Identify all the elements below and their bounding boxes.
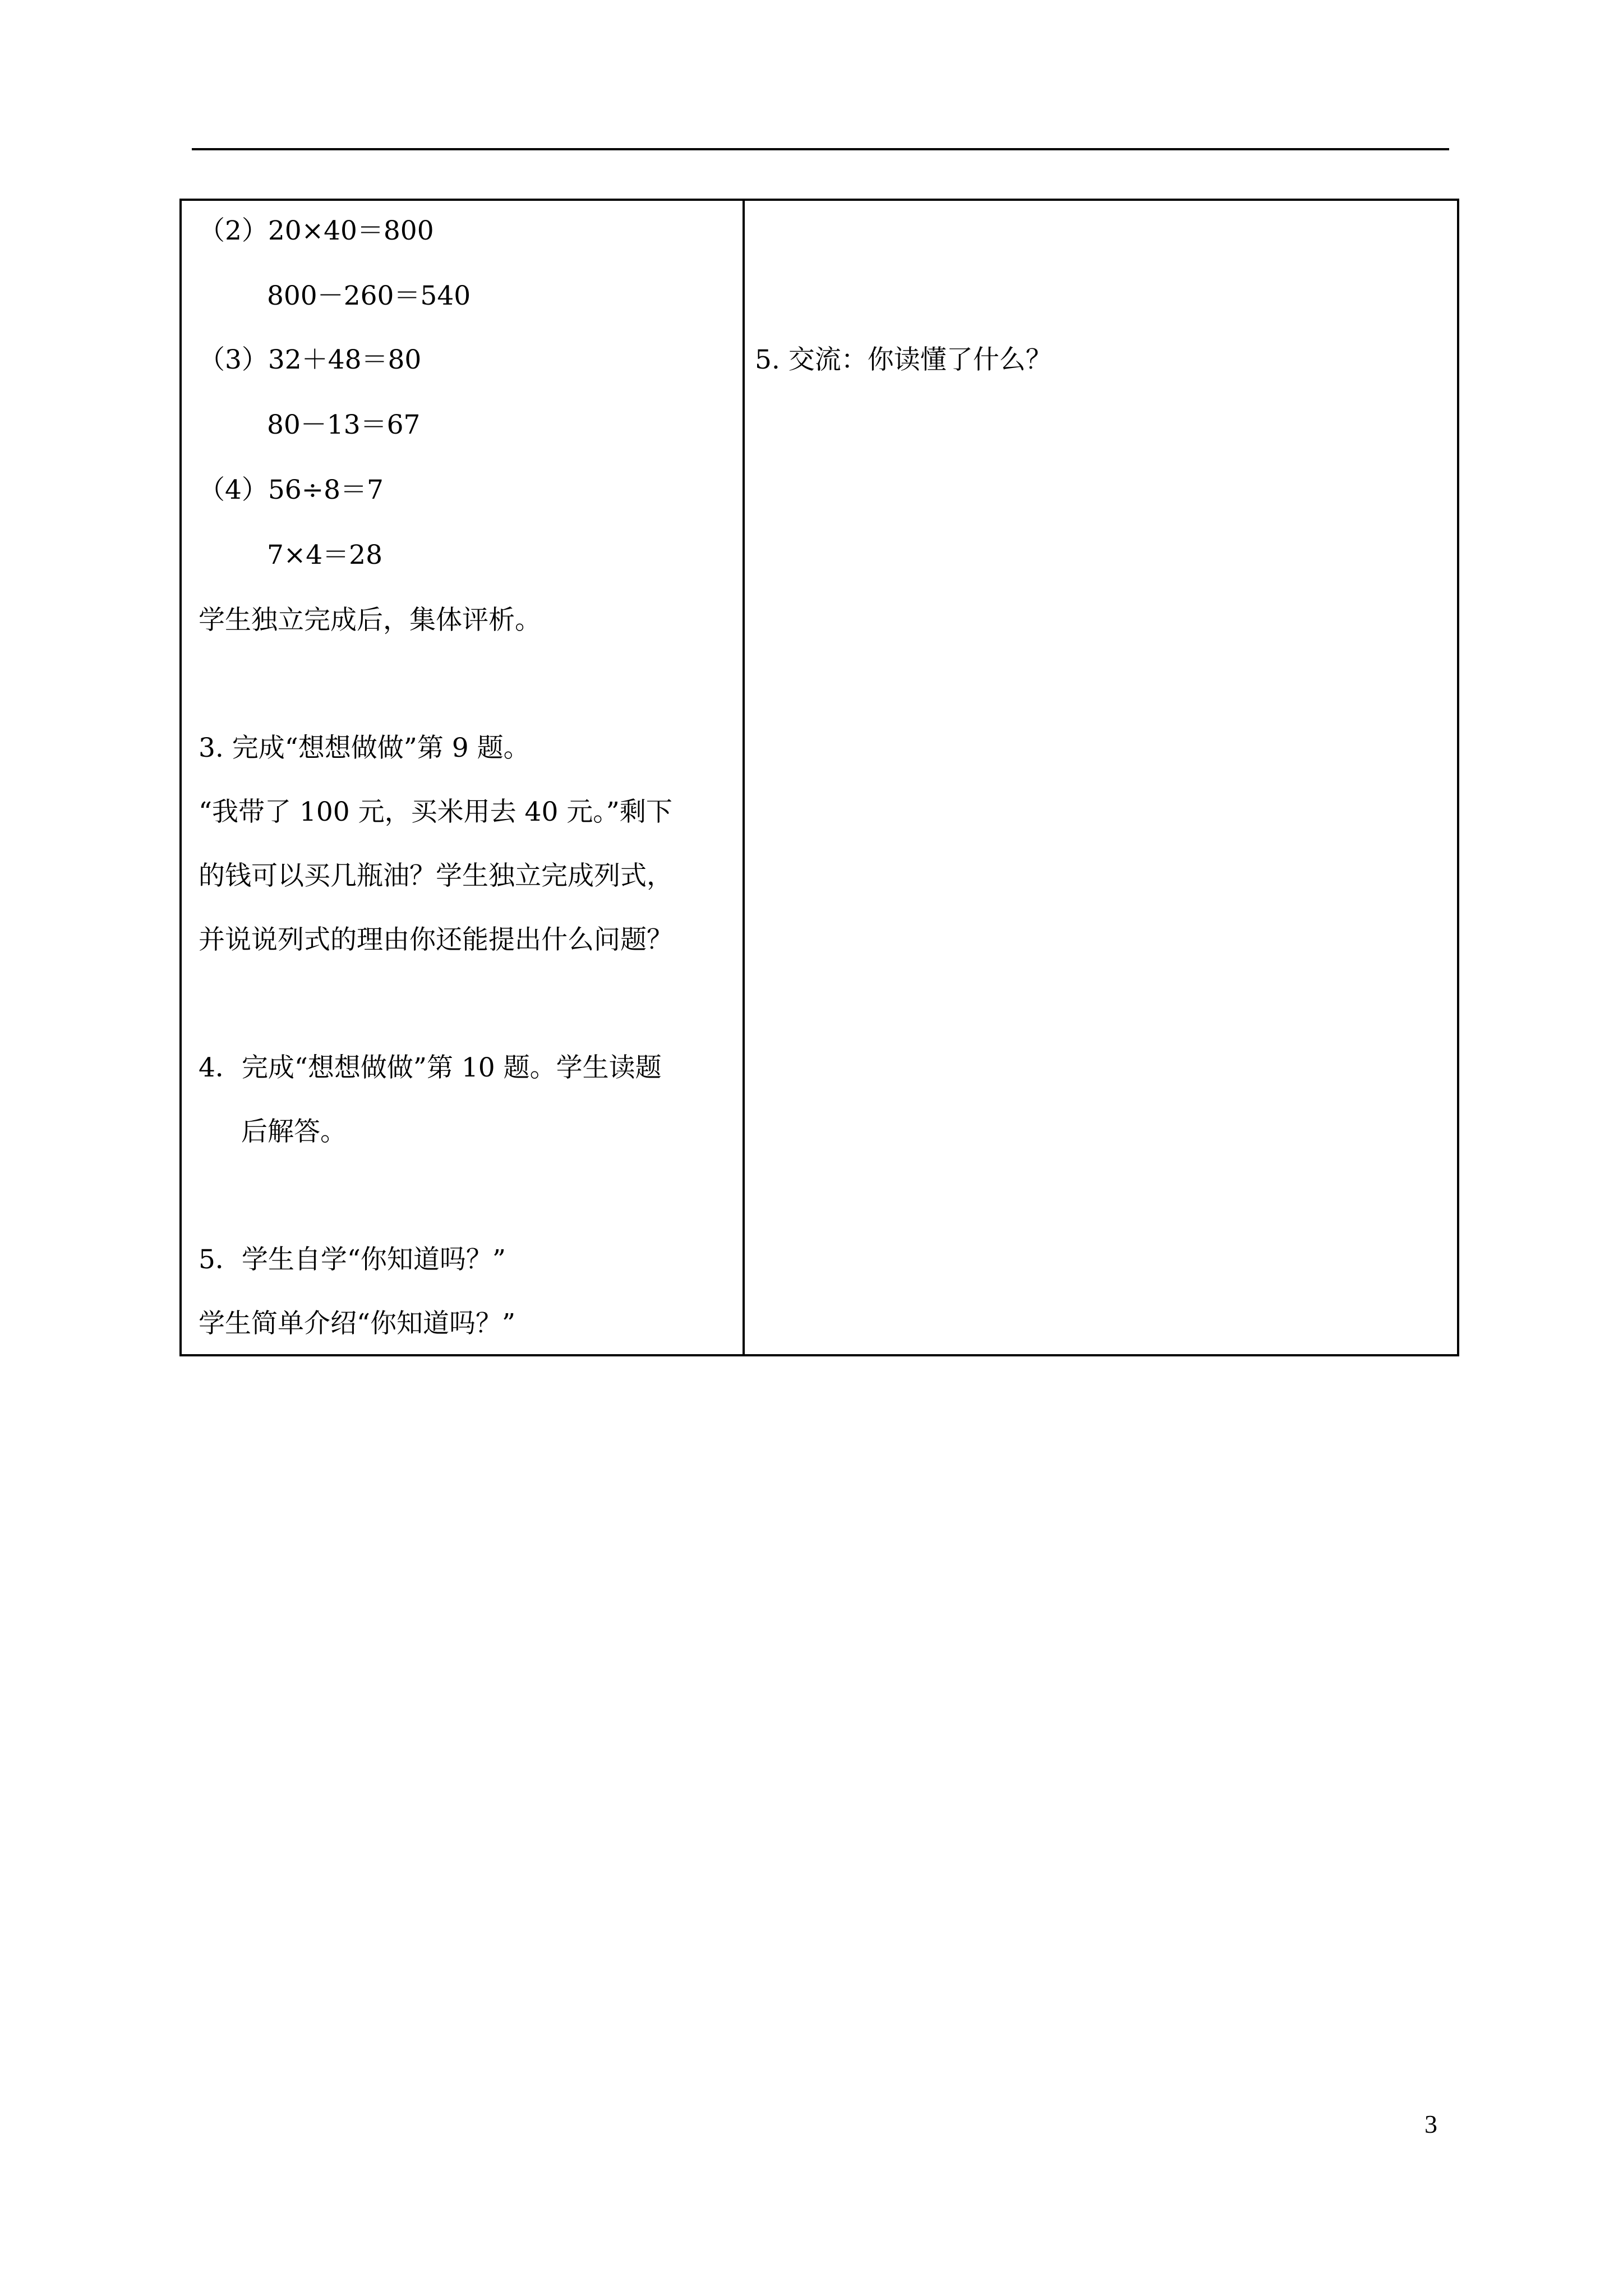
evaluation-note: 学生独立完成后，集体评析。	[199, 605, 541, 636]
calc-4-line-1: （4）56÷8＝7	[199, 475, 384, 505]
item-4-line-2: 后解答。	[241, 1116, 347, 1147]
item-3-title: 3. 完成“想想做做”第 9 题。	[199, 733, 530, 763]
lesson-table	[179, 199, 1459, 1356]
item-3-line-3: 并说说列式的理由你还能提出什么问题？	[199, 924, 673, 955]
calc-2-line-1: （2）20×40＝800	[199, 215, 434, 246]
calc-4-line-2: 7×4＝28	[267, 540, 382, 570]
exchange-question: 5. 交流：你读懂了什么？	[755, 344, 1052, 375]
column-divider	[743, 201, 745, 1354]
page-number: 3	[1424, 2110, 1437, 2138]
calc-3-line-1: （3）32＋48＝80	[199, 344, 422, 375]
item-3-line-2: 的钱可以买几瓶油？学生独立完成列式，	[199, 861, 673, 891]
item-5-line-1: 5．学生自学“你知道吗？”	[199, 1244, 506, 1275]
calc-2-line-2: 800－260＝540	[267, 280, 471, 311]
item-3-line-1: “我带了 100 元，买米用去 40 元。”剩下	[199, 797, 672, 827]
header-rule	[192, 148, 1449, 150]
item-5-line-2: 学生简单介绍“你知道吗？”	[199, 1308, 516, 1339]
calc-3-line-2: 80－13＝67	[267, 409, 421, 440]
item-4-line-1: 4．完成“想想做做”第 10 题。学生读题	[199, 1052, 662, 1083]
